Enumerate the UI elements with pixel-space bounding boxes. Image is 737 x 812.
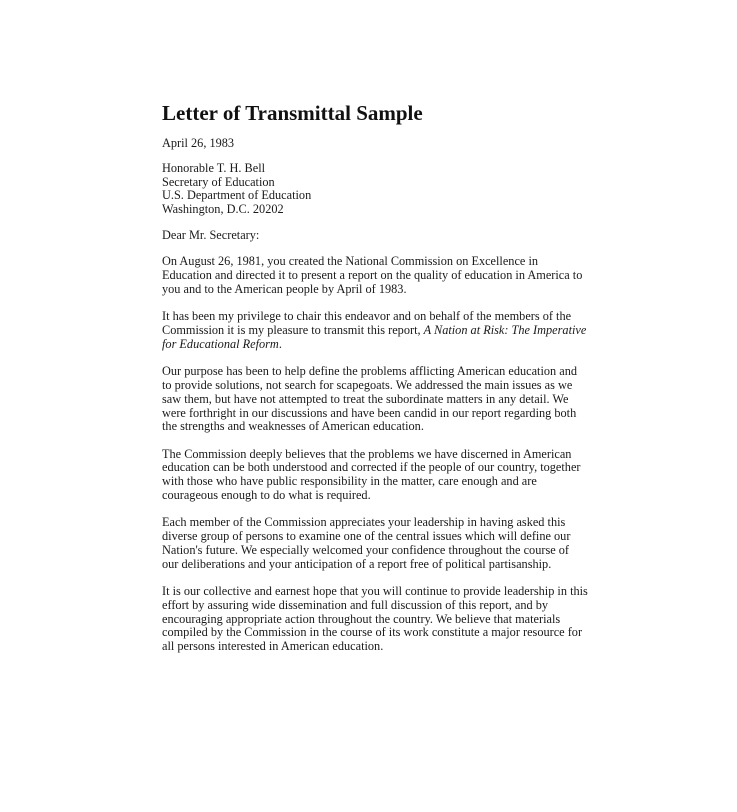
- paragraph-line: all persons interested in American education.: [162, 639, 384, 654]
- paragraph-line: courageous enough to do what is required.: [162, 488, 371, 503]
- paragraph-line: [162, 338, 592, 352]
- paragraph-4: [162, 448, 592, 503]
- recipient-address: [162, 162, 592, 216]
- paragraph-line: The Commission deeply believes that the problems we have discerned in American: [162, 446, 572, 461]
- paragraph-line: diverse group of persons to examine one of the central issues which will define our: [162, 529, 571, 544]
- paragraph-6: [162, 585, 592, 654]
- paragraph-line: education can be both understood and corrected if the people of our country, together: [162, 460, 581, 475]
- paragraph-line: saw them, but have not attempted to treat the subordinate matters in any detail. We: [162, 391, 569, 406]
- paragraph-line: It has been my privilege to chair this endeavor and on behalf of the members of the: [162, 309, 572, 324]
- recipient-city: Washington, D.C. 20202: [162, 201, 284, 216]
- recipient-title: Secretary of Education: [162, 174, 275, 189]
- paragraph-line: effort by assuring wide dissemination and full discussion of this report, and by: [162, 597, 549, 612]
- paragraph-line: Our purpose has been to help define the problems afflicting American education and: [162, 364, 578, 379]
- report-subtitle-italic: for Educational Reform: [162, 336, 279, 351]
- paragraph-text: .: [278, 336, 282, 351]
- paragraph-line: were forthright in our discussions and have been candid in our report regarding both: [162, 405, 577, 420]
- recipient-department: U.S. Department of Education: [162, 188, 312, 203]
- paragraph-line: to provide solutions, not search for scapegoats. We addressed the main issues as we: [162, 377, 573, 392]
- paragraph-5: [162, 516, 592, 571]
- paragraph-3: [162, 365, 592, 434]
- paragraph-line: Each member of the Commission appreciates your leadership in having asked this: [162, 515, 566, 530]
- recipient-name: Honorable T. H. Bell: [162, 161, 266, 175]
- paragraph-line: the strengths and weaknesses of American education.: [162, 419, 424, 434]
- document-title: Letter of Transmittal Sample: [162, 101, 423, 125]
- paragraph-line: Education and directed it to present a report on the quality of education in America to: [162, 268, 583, 283]
- letter-page: [162, 100, 592, 668]
- salutation: Dear Mr. Secretary:: [162, 228, 260, 243]
- paragraph-line: Nation's future. We especially welcomed your confidence throughout the course of: [162, 542, 570, 557]
- letter-date: April 26, 1983: [162, 136, 235, 150]
- paragraph-line: [162, 324, 592, 338]
- paragraph-line: compiled by the Commission in the course of its work constitute a major resource for: [162, 625, 583, 640]
- report-title-italic: A Nation at Risk: The Imperative: [423, 323, 587, 338]
- paragraph-text: Commission it is my pleasure to transmit this report,: [162, 323, 424, 338]
- paragraph-line: with those who have public responsibility in the matter, care enough and are: [162, 474, 537, 489]
- paragraph-1: [162, 255, 592, 296]
- paragraph-line: It is our collective and earnest hope that you will continue to provide leadership in this: [162, 584, 588, 599]
- paragraph-line: you and to the American people by April of 1983.: [162, 281, 407, 296]
- paragraph-line: our deliberations and your anticipation of a report free of political partisanship.: [162, 556, 552, 571]
- paragraph-2: [162, 310, 592, 351]
- paragraph-line: encouraging appropriate action throughout the country. We believe that materials: [162, 611, 561, 626]
- paragraph-line: On August 26, 1981, you created the National Commission on Excellence in: [162, 254, 539, 269]
